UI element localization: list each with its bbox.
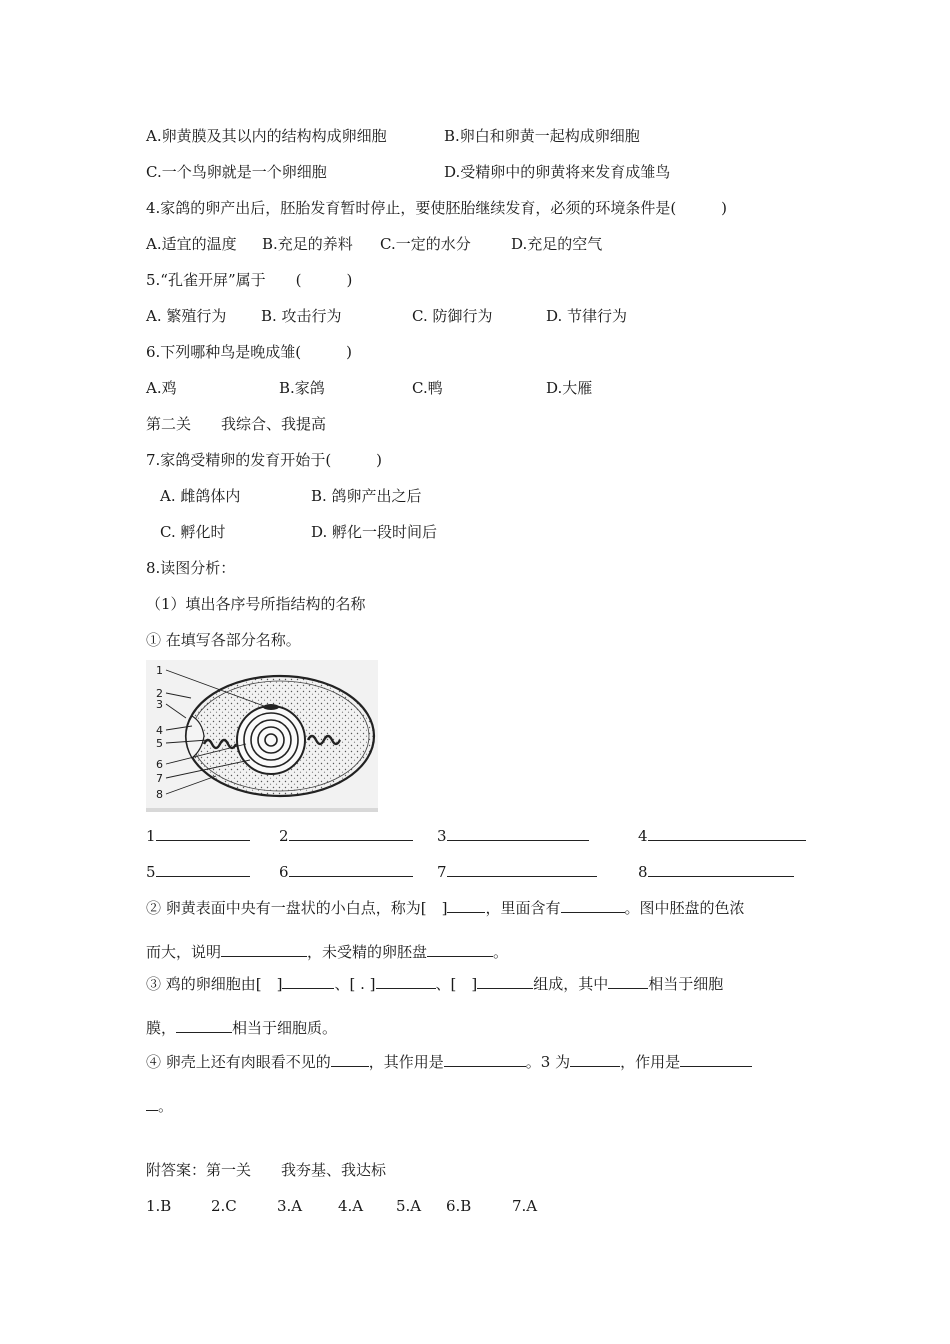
answer-blank[interactable] [176, 1016, 232, 1033]
q3-option-b: B.卵白和卵黄一起构成卵细胞 [444, 127, 640, 145]
figure-label-7: 7 [156, 772, 163, 785]
q5-option-d: D. 节律行为 [546, 307, 628, 325]
answer-blank[interactable] [680, 1050, 752, 1067]
blank-row-item-5[interactable]: 5 [146, 860, 250, 882]
germinal-disc [263, 704, 279, 710]
answer-blank[interactable] [146, 1094, 158, 1111]
q5-option-a: A. 繁殖行为 [146, 307, 227, 325]
q7-option-c: C. 孵化时 [160, 523, 226, 541]
q4-option-c: C.一定的水分 [380, 235, 471, 253]
q5-stem: 5.“孔雀开屏”属于 ( ) [146, 271, 353, 289]
part-2-line-1: ② 卵黄表面中央有一盘状的小白点，称为[ ] ，里面含有 。图中胚盘的色浓 [146, 896, 745, 918]
answer-item: 6.B [446, 1197, 472, 1215]
answer-blank[interactable] [444, 1050, 526, 1067]
answer-blank[interactable] [427, 940, 493, 957]
answer-blank[interactable] [289, 824, 413, 841]
answer-item: 5.A [396, 1197, 422, 1215]
blank-row-item-7[interactable]: 7 [437, 860, 597, 882]
answer-blank[interactable] [156, 824, 250, 841]
figure-label-2: 2 [156, 687, 163, 700]
answer-blank[interactable] [648, 824, 806, 841]
q3-option-d: D.受精卵中的卵黄将来发育成雏鸟 [444, 163, 671, 181]
part-3-line-1: ③ 鸡的卵细胞由[ ] 、[ . ] 、[ ] 组成，其中 相当于细胞 [146, 972, 723, 994]
q6-option-d: D.大雁 [546, 379, 593, 397]
q8-sub1a: ① 在填写各部分名称。 [146, 631, 301, 649]
part-2-line-2: 而大，说明 ，未受精的卵胚盘 。 [146, 940, 508, 962]
blank-row-item-4[interactable]: 4 [638, 824, 806, 846]
answer-blank[interactable] [289, 860, 413, 877]
figure-label-1: 1 [156, 664, 163, 677]
answer-blank[interactable] [570, 1050, 620, 1067]
figure-label-3: 3 [156, 698, 163, 711]
answer-item: 2.C [211, 1197, 237, 1215]
q7-stem: 7.家鸽受精卵的发育开始于( ) [146, 451, 383, 469]
q4-stem: 4.家鸽的卵产出后，胚胎发育暂时停止，要使胚胎继续发育，必须的环境条件是( ) [146, 199, 728, 217]
q5-option-b: B. 攻击行为 [261, 307, 342, 325]
answer-item: 7.A [512, 1197, 538, 1215]
q3-option-c: C.一个鸟卵就是一个卵细胞 [146, 163, 327, 181]
blank-row-item-2[interactable]: 2 [279, 824, 413, 846]
q6-stem: 6.下列哪种鸟是晚成雏( ) [146, 343, 353, 361]
figure-label-5: 5 [156, 737, 163, 750]
answer-blank[interactable] [447, 824, 589, 841]
q4-option-d: D.充足的空气 [511, 235, 603, 253]
answer-blank[interactable] [282, 972, 334, 989]
q6-option-b: B.家鸽 [279, 379, 325, 397]
q7-option-d: D. 孵化一段时间后 [311, 523, 438, 541]
answer-blank[interactable] [447, 860, 597, 877]
q6-option-c: C.鸭 [412, 379, 443, 397]
answer-blank[interactable] [477, 972, 533, 989]
q4-option-a: A.适宜的温度 [146, 235, 237, 253]
figure-label-8: 8 [156, 788, 163, 801]
answers-title: 附答案：第一关 我夯基、我达标 [146, 1161, 387, 1179]
egg-structure-figure [146, 660, 378, 812]
answer-blank[interactable] [376, 972, 436, 989]
q3-option-a: A.卵黄膜及其以内的结构构成卵细胞 [146, 127, 387, 145]
part-3-line-2: 膜， 相当于细胞质。 [146, 1016, 337, 1038]
answer-blank[interactable] [648, 860, 794, 877]
answer-item: 3.A [277, 1197, 303, 1215]
answer-item: 1.B [146, 1197, 172, 1215]
blank-row-item-3[interactable]: 3 [437, 824, 589, 846]
answer-blank[interactable] [447, 896, 485, 913]
q4-option-b: B.充足的养料 [262, 235, 353, 253]
answer-item: 4.A [338, 1197, 364, 1215]
q7-option-a: A. 雌鸽体内 [160, 487, 241, 505]
q8-sub1: （1）填出各序号所指结构的名称 [146, 595, 366, 613]
answer-blank[interactable] [156, 860, 250, 877]
part-4-line-2: 。 [146, 1094, 173, 1116]
figure-label-4: 4 [156, 724, 163, 737]
q5-option-c: C. 防御行为 [412, 307, 493, 325]
figure-label-6: 6 [156, 758, 163, 771]
q7-option-b: B. 鸽卵产出之后 [311, 487, 422, 505]
answer-blank[interactable] [221, 940, 307, 957]
q8-stem: 8.读图分析： [146, 559, 236, 577]
q6-option-a: A.鸡 [146, 379, 177, 397]
answer-blank[interactable] [561, 896, 625, 913]
part-4-line-1: ④ 卵壳上还有肉眼看不见的 ，其作用是 。3 为 ，作用是 [146, 1050, 752, 1072]
answer-blank[interactable] [331, 1050, 369, 1067]
blank-row-item-8[interactable]: 8 [638, 860, 794, 882]
section-two-heading: 第二关 我综合、我提高 [146, 415, 327, 433]
yolk [237, 706, 305, 774]
answer-blank[interactable] [608, 972, 648, 989]
blank-row-item-6[interactable]: 6 [279, 860, 413, 882]
egg-diagram-svg [146, 660, 378, 812]
blank-row-item-1[interactable]: 1 [146, 824, 250, 846]
